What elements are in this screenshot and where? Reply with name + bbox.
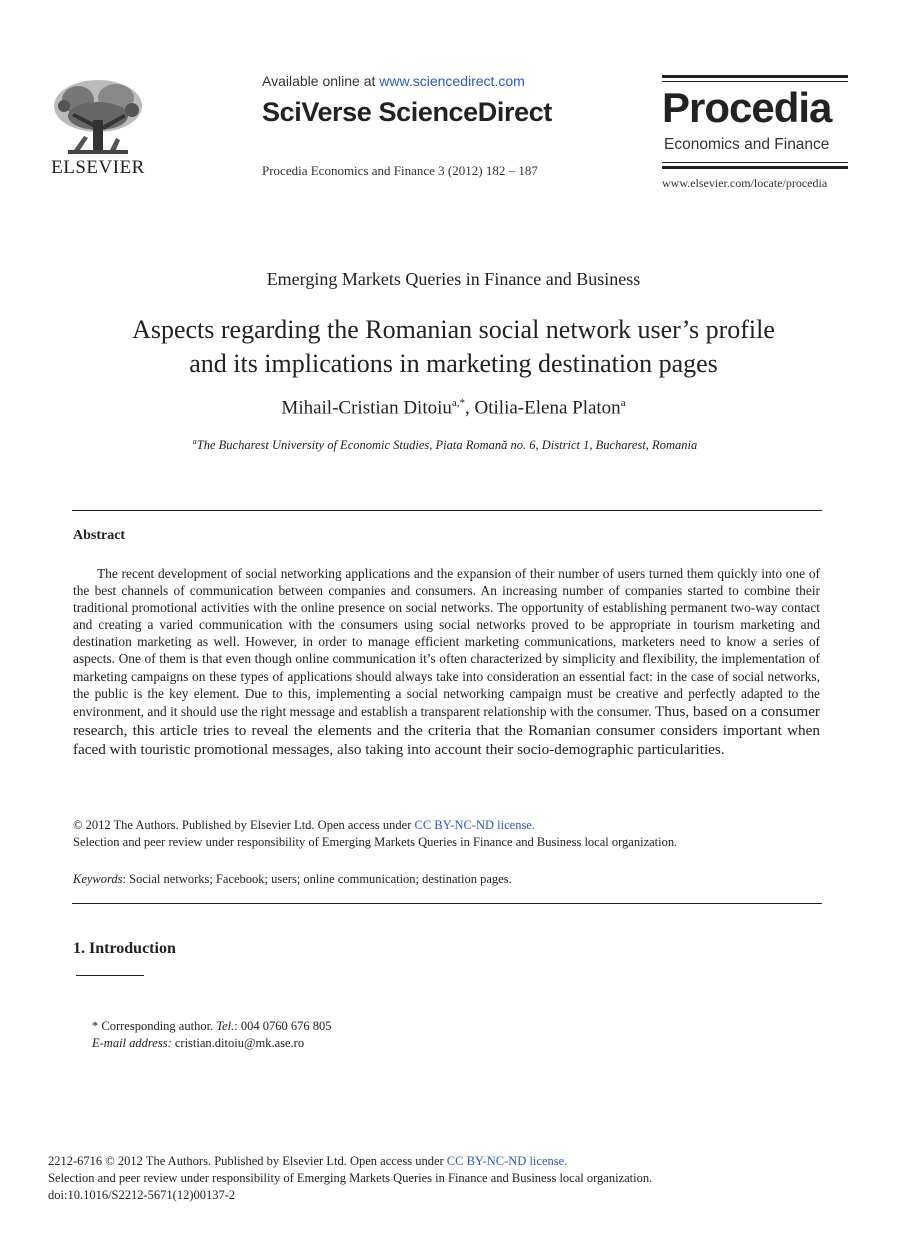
author-2: Otilia-Elena Platon	[474, 397, 621, 419]
keywords-label: Keywords	[73, 872, 123, 886]
footer-license-link[interactable]: CC BY-NC-ND license.	[446, 1154, 568, 1168]
sciencedirect-link[interactable]: www.sciencedirect.com	[379, 73, 525, 89]
corresp-prefix: * Corresponding author.	[92, 1019, 217, 1033]
author-1-affiliation-mark: a,*	[451, 397, 466, 409]
divider-bottom	[72, 903, 822, 904]
abstract-text	[73, 565, 820, 759]
brand-rule-top	[662, 75, 848, 78]
copyright-text: © 2012 The Authors. Published by Elsevier Ltd. Open access under	[73, 818, 415, 832]
brand-rule-top-thin	[662, 81, 848, 82]
brand-rule-bottom	[662, 166, 848, 169]
footnote-rule	[76, 975, 144, 976]
article-title	[60, 313, 847, 381]
brand-rule-bottom-thin	[662, 162, 848, 163]
journal-brand: Procedia	[662, 84, 832, 131]
peer-review-statement: Selection and peer review under responsibility of Emerging Markets Queries in Finance and Business local organization.	[73, 835, 678, 849]
author-list	[0, 397, 907, 419]
conference-name: Emerging Markets Queries in Finance and Business	[266, 269, 641, 289]
divider-top	[72, 510, 822, 511]
platform-name: SciVerse ScienceDirect	[262, 97, 552, 127]
title-line-2: and its implications in marketing destination pages	[189, 349, 718, 378]
title-line-1: Aspects regarding the Romanian social network user’s profile	[132, 315, 775, 344]
publisher-name: ELSEVIER	[51, 157, 145, 178]
footer-issn-line	[48, 1154, 567, 1169]
author-1: Mihail-Cristian Ditoiu	[281, 397, 452, 419]
corresponding-author	[92, 1019, 331, 1034]
license-link[interactable]: CC BY-NC-ND license.	[414, 818, 535, 832]
available-online-line	[262, 73, 525, 89]
affiliation	[0, 437, 890, 453]
keywords-text: Social networks; Facebook; users; online communication; destination pages.	[129, 872, 512, 886]
journal-url[interactable]: www.elsevier.com/locate/procedia	[662, 176, 828, 190]
email-label: E-mail address:	[92, 1036, 172, 1050]
section-heading-introduction: 1. Introduction	[73, 940, 176, 957]
available-prefix: Available online at	[262, 73, 380, 89]
footer-issn-text: 2212-6716 © 2012 The Authors. Published by Elsevier Ltd. Open access under	[48, 1154, 447, 1168]
keywords	[73, 872, 512, 887]
email-value[interactable]: cristian.ditoiu@mk.ase.ro	[171, 1036, 305, 1050]
author-2-affiliation-mark: a	[620, 397, 626, 409]
affiliation-text: The Bucharest University of Economic Studies, Piata Romană no. 6, District 1, Bucharest, Romania	[196, 438, 698, 453]
abstract-text-tail: Thus, based on a consumer research, this article tries to reveal the elements and the criteria that the Romanian consumer considers important when faced with touristic promotional messages, also taking into account their socio-demographic particularities.	[73, 702, 820, 758]
tel-value: : 004 0760 676 805	[234, 1019, 332, 1033]
doi[interactable]: doi:10.1016/S2212-5671(12)00137-2	[48, 1188, 236, 1202]
corresponding-email	[92, 1036, 304, 1051]
abstract-text-main: The recent development of social networking applications and the expansion of their number of users turned them quickly into one of the best channels of communication between companies and consumers. An increasing number of companies started to combine their traditional promotional activities with the online presence on social networks. The opportunity of establishing permanent two-way contact and creating a varied communication with the consumers using social networks proved to be appropriate in tourism marketing and destination marketing as well. However, in order to manage efficient marketing communications, marketers need to know a series of aspects. One of them is that even though online communication it’s often characterized by simplicity and flexibility, the implementation of marketing campaigns on these types of applications should always take into consideration an essential fact: in the case of social networks, the public is the key element. Due to this, implementing a social networking campaign must be creative and perfectly adapted to the environment, and it should use the right message and establish a transparent relationship with the consumer.	[73, 566, 820, 719]
journal-subtitle: Economics and Finance	[664, 136, 830, 153]
affiliation-mark: a	[192, 437, 197, 446]
keywords-colon: :	[122, 872, 130, 886]
tel-label: Tel.	[216, 1019, 235, 1033]
abstract-heading: Abstract	[73, 528, 126, 543]
copyright-line	[73, 818, 535, 833]
journal-reference: Procedia Economics and Finance 3 (2012) 182 – 187	[262, 163, 538, 178]
author-separator: ,	[465, 397, 475, 419]
footer-peer-review: Selection and peer review under responsibility of Emerging Markets Queries in Finance and Business local organization.	[48, 1171, 653, 1185]
